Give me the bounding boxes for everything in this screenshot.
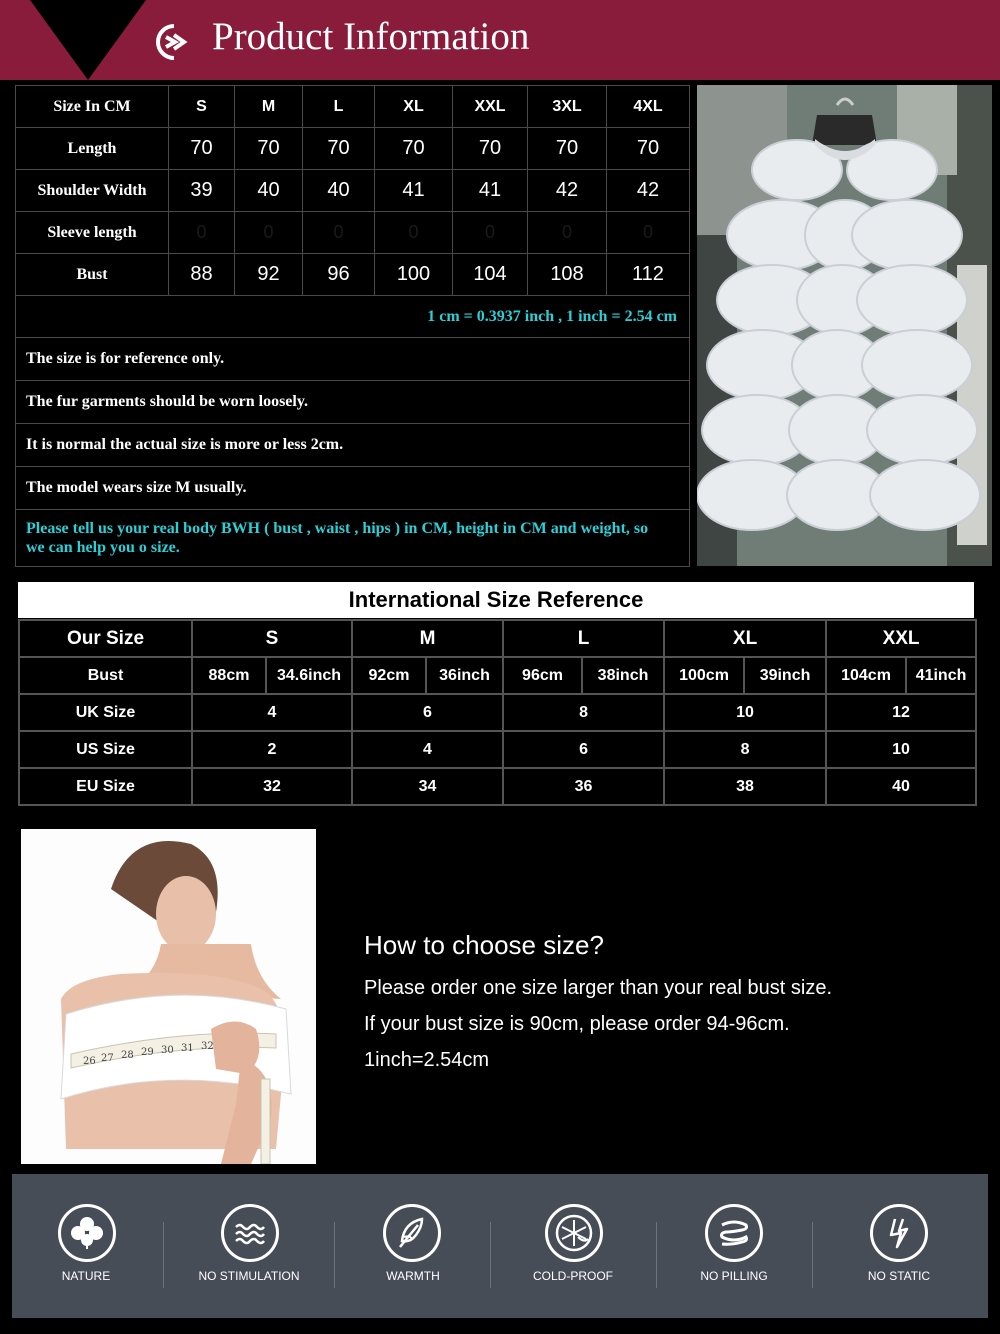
cell: 41inch xyxy=(906,657,976,694)
feature-no-stimulation xyxy=(164,1174,334,1318)
size-guide xyxy=(364,930,964,1085)
intl-header-row xyxy=(19,620,976,657)
feather-icon xyxy=(383,1204,441,1262)
feature-label: WARMTH xyxy=(386,1269,440,1283)
cell: 0 xyxy=(528,212,607,254)
cell: 36inch xyxy=(426,657,503,694)
row-label: Bust xyxy=(19,657,192,694)
cell: 34.6inch xyxy=(266,657,352,694)
snowflake-icon xyxy=(545,1204,603,1262)
row-label: Length xyxy=(16,128,169,170)
feature-label: NO PILLING xyxy=(700,1269,768,1283)
cell: 88 xyxy=(169,254,235,296)
tape-number: 26 xyxy=(83,1056,96,1067)
clover-icon xyxy=(58,1204,116,1262)
table-row xyxy=(19,694,976,731)
size-col: L xyxy=(303,86,375,128)
cell: 38 xyxy=(664,768,826,805)
table-row xyxy=(19,768,976,805)
note-row xyxy=(16,510,690,567)
our-size-label: Our Size xyxy=(19,620,192,657)
note: The fur garments should be worn loosely. xyxy=(16,381,690,424)
woman-measuring-illustration xyxy=(21,829,316,1164)
size-guide-title: How to choose size? xyxy=(364,930,604,960)
cell: 70 xyxy=(453,128,528,170)
cell: 10 xyxy=(664,694,826,731)
cell: 0 xyxy=(375,212,453,254)
cell: 8 xyxy=(664,731,826,768)
product-photo xyxy=(697,85,992,566)
feature-warmth xyxy=(335,1174,490,1318)
arrow-circle-icon xyxy=(156,24,192,60)
size-guide-line: 1inch=2.54cm xyxy=(364,1049,490,1071)
cell: 42 xyxy=(607,170,690,212)
size-col: XL xyxy=(664,620,826,657)
row-label: EU Size xyxy=(19,768,192,805)
cell: 70 xyxy=(528,128,607,170)
cell: 0 xyxy=(235,212,303,254)
cell: 12 xyxy=(826,694,976,731)
note-row xyxy=(16,467,690,510)
cell: 70 xyxy=(235,128,303,170)
cell: 6 xyxy=(352,694,503,731)
row-label: Shoulder Width xyxy=(16,170,169,212)
cell: 0 xyxy=(303,212,375,254)
tape-number: 28 xyxy=(121,1050,134,1061)
size-col: XXL xyxy=(826,620,976,657)
feature-label: NATURE xyxy=(61,1269,111,1283)
feature-nature xyxy=(12,1174,162,1318)
cell: 92 xyxy=(235,254,303,296)
tape-number: 31 xyxy=(181,1043,194,1054)
cell: 36 xyxy=(503,768,664,805)
feature-bar xyxy=(12,1174,988,1318)
cell: 10 xyxy=(826,731,976,768)
size-col: M xyxy=(235,86,303,128)
cell: 41 xyxy=(375,170,453,212)
conversion-text: 1 cm = 0.3937 inch , 1 inch = 2.54 cm xyxy=(16,296,690,338)
size-header-row xyxy=(16,86,690,128)
header-banner xyxy=(0,0,1000,80)
cell: 4 xyxy=(192,694,352,731)
cell: 104cm xyxy=(826,657,906,694)
cell: 104 xyxy=(453,254,528,296)
tape-number: 32 xyxy=(201,1041,214,1052)
fur-vest-illustration xyxy=(697,85,992,566)
header-notch xyxy=(30,0,146,80)
cell: 8 xyxy=(503,694,664,731)
cell: 42 xyxy=(528,170,607,212)
feature-cold-proof xyxy=(491,1174,656,1318)
size-col: 4XL xyxy=(607,86,690,128)
cell: 40 xyxy=(826,768,976,805)
cell: 70 xyxy=(607,128,690,170)
request-note: Please tell us your real body BWH ( bust , waist , hips ) in CM, height in CM and weight, so we can help you o size. xyxy=(16,510,690,567)
size-header-label: Size In CM xyxy=(16,86,169,128)
cell: 41 xyxy=(453,170,528,212)
cell: 6 xyxy=(503,731,664,768)
international-title: International Size Reference xyxy=(18,582,974,618)
size-col: 3XL xyxy=(528,86,607,128)
cell: 88cm xyxy=(192,657,266,694)
tape-number: 27 xyxy=(101,1053,114,1064)
size-col: XXL xyxy=(453,86,528,128)
cell: 70 xyxy=(303,128,375,170)
cell: 39 xyxy=(169,170,235,212)
cell: 96 xyxy=(303,254,375,296)
feature-label: NO STIMULATION xyxy=(198,1269,300,1283)
feature-no-static xyxy=(813,1174,988,1318)
tape-number: 30 xyxy=(161,1045,174,1056)
measuring-photo xyxy=(21,829,316,1164)
cell: 32 xyxy=(192,768,352,805)
cell: 40 xyxy=(303,170,375,212)
cell: 38inch xyxy=(582,657,664,694)
note: The size is for reference only. xyxy=(16,338,690,381)
row-label: Bust xyxy=(16,254,169,296)
cell: 2 xyxy=(192,731,352,768)
row-label: Sleeve length xyxy=(16,212,169,254)
cell: 34 xyxy=(352,768,503,805)
size-col: S xyxy=(169,86,235,128)
size-guide-line: If your bust size is 90cm, please order 94-96cm. xyxy=(364,1013,790,1035)
cell: 96cm xyxy=(503,657,582,694)
cell: 0 xyxy=(453,212,528,254)
tape-number: 29 xyxy=(141,1047,154,1058)
cell: 4 xyxy=(352,731,503,768)
international-size-table xyxy=(18,619,977,806)
cell: 40 xyxy=(235,170,303,212)
cell: 100cm xyxy=(664,657,744,694)
waves-icon xyxy=(221,1204,279,1262)
note: The model wears size M usually. xyxy=(16,467,690,510)
page-title: Product Information xyxy=(212,15,530,58)
cell: 100 xyxy=(375,254,453,296)
note-row xyxy=(16,424,690,467)
table-row xyxy=(19,657,976,694)
cell: 70 xyxy=(169,128,235,170)
feature-label: NO STATIC xyxy=(867,1269,931,1283)
size-table xyxy=(15,85,690,567)
size-col: M xyxy=(352,620,503,657)
cell: 70 xyxy=(375,128,453,170)
table-row xyxy=(19,731,976,768)
coil-icon xyxy=(705,1204,763,1262)
cell: 39inch xyxy=(744,657,826,694)
size-col: L xyxy=(503,620,664,657)
note-row xyxy=(16,338,690,381)
size-col: XL xyxy=(375,86,453,128)
row-label: UK Size xyxy=(19,694,192,731)
table-row xyxy=(16,170,690,212)
row-label: US Size xyxy=(19,731,192,768)
cell: 0 xyxy=(169,212,235,254)
cell: 112 xyxy=(607,254,690,296)
cell: 92cm xyxy=(352,657,426,694)
conversion-row xyxy=(16,296,690,338)
table-row xyxy=(16,254,690,296)
table-row xyxy=(16,212,690,254)
table-row xyxy=(16,128,690,170)
cell: 108 xyxy=(528,254,607,296)
note-row xyxy=(16,381,690,424)
lightning-icon xyxy=(870,1204,928,1262)
feature-label: COLD-PROOF xyxy=(532,1269,613,1283)
size-guide-line: Please order one size larger than your real bust size. xyxy=(364,977,833,999)
cell: 0 xyxy=(607,212,690,254)
size-col: S xyxy=(192,620,352,657)
note: It is normal the actual size is more or less 2cm. xyxy=(16,424,690,467)
feature-no-pilling xyxy=(657,1174,812,1318)
